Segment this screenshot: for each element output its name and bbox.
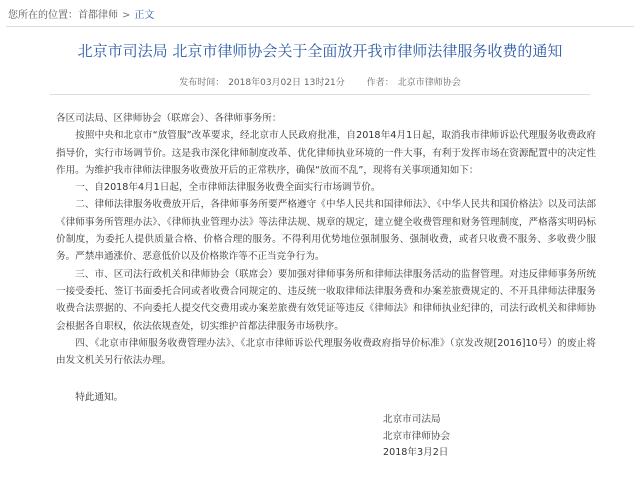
signature-org-lawyers-association: 北京市律师协会 (383, 430, 451, 442)
author-label: 作者： (366, 78, 394, 88)
signature-block (383, 412, 450, 462)
publish-time: 2018年03月02日 13时21分 (228, 78, 345, 88)
meta-divider (50, 94, 590, 95)
paragraph-item-1: 一、自2018年4月1日起，全市律师法律服务收费全面实行市场调节价。 (75, 182, 381, 194)
publish-time-label: 发布时间： (179, 78, 225, 88)
salutation: 各区司法局、区律师协会（联席会）、各律师事务所： (56, 113, 282, 124)
top-divider (6, 26, 634, 27)
author-name: 北京市律师协会 (397, 78, 461, 88)
paragraph-item-4: 四、《北京市律师服务收费管理办法》、《北京市律师诉讼代理服务收费政府指导价标准》（京发改规[2016]10号）的废止将由发文机关另行依法办理。 (56, 337, 596, 367)
paragraph-intro: 按照中央和北京市“放管服”改革要求，经北京市人民政府批准，自2018年4月1日起，取消我市律师诉讼代理服务收费政府指导价，实行市场调节价。这是我市深化律师制度改革、优化律师执业环境的一件大事，有利于发挥市场在资源配置中的决定性作用。为维护我市律师法律服务收费放开后的正常秩序，确保“放而不乱”，现将有关事项通知如下： (56, 130, 596, 176)
signature-date: 2018年3月2日 (383, 447, 449, 458)
closing-line: 特此通知。 (75, 392, 124, 404)
paragraph-item-2: 二、律师法律服务收费放开后，各律师事务所要严格遵守《中华人民共和国律师法》、《中华人民共和国价格法》以及司法部《律师事务所管理办法》、《律师执业管理办法》等法律法规、规章的规定，建立健全收费管理和财务管理制度，严格落实明码标价制度，为委托人提供质量合格、价格合理的服务。不得利用优势地位强制服务、强制收费，或者只收费不服务、多收费少服务。严禁串通涨价、恶意低价以及价格欺诈等不正当竞争行为。 (56, 199, 596, 263)
article-body (56, 110, 596, 407)
breadcrumb-separator: > (122, 10, 131, 21)
breadcrumb-home-link[interactable]: 首都律师 (78, 10, 118, 21)
breadcrumb (8, 9, 154, 23)
signature-org-justice-bureau: 北京市司法局 (383, 414, 441, 425)
paragraph-item-3: 三、市、区司法行政机关和律师协会（联席会）要加强对律师事务所和律师法律服务活动的监督管理。对违反律师事务所统一接受委托、签订书面委托合同或者收费合同规定的、违反统一收取律师法律服务费和办案差旅费规定的、不开具律师法律服务收费合法票据的、不向委托人提交代交费用或办案差旅费有效凭证等违反《律师法》和律师执业纪律的，司法行政机关和律师协会根据各自职权，依法依规查处，切实维护首都法律服务市场秩序。 (56, 268, 596, 332)
page-title: 北京市司法局 北京市律师协会关于全面放开我市律师法律服务收费的通知 (77, 42, 563, 60)
breadcrumb-prefix: 您所在的位置： (8, 10, 78, 21)
breadcrumb-current: 正文 (134, 10, 155, 21)
article-meta (0, 77, 640, 89)
